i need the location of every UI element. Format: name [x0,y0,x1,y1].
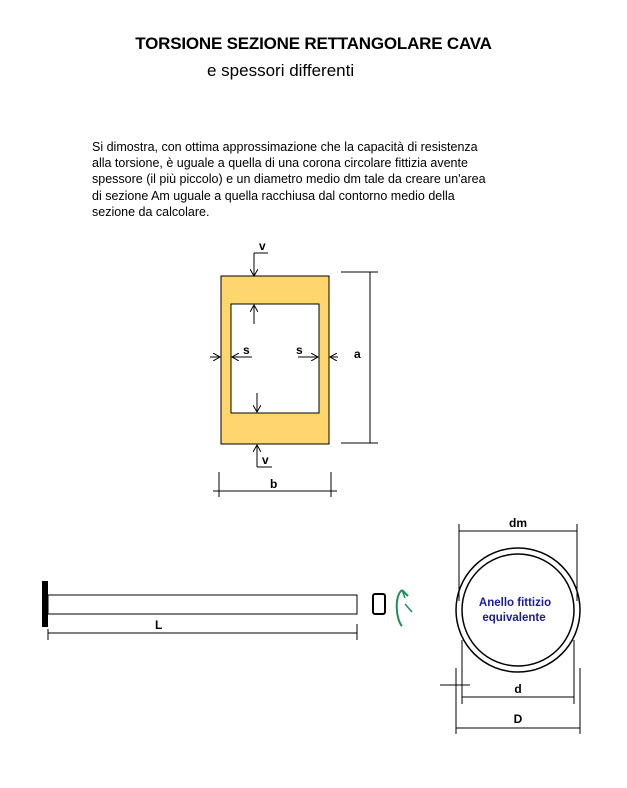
hollow-rectangular-section [221,276,329,444]
ring-inner-circle [462,554,574,666]
d-label: d [514,682,522,696]
page-subtitle: e spessori differenti [207,61,355,80]
description-line: sezione da calcolare. [92,204,210,219]
dm-dimension [459,516,577,601]
description-line: spessore (il più piccolo) e un diametro medio dm tale da creare un'area [92,172,486,187]
b-dimension [213,472,337,497]
D-label: D [513,712,523,726]
beam-body [48,595,357,614]
section-end-icon [373,594,385,614]
cantilever-beam [42,581,385,640]
fixed-support [42,581,48,627]
section-inner-void [231,304,319,413]
s-right-label: s [296,343,303,357]
s-left-label: s [243,343,250,357]
length-label: L [155,618,163,632]
dm-label: dm [509,516,527,530]
D-dimension [456,668,580,734]
ring-caption-line2: equivalente [482,612,546,624]
a-label: a [354,347,361,361]
page-title: TORSIONE SEZIONE RETTANGOLARE CAVA [135,34,492,53]
description-line: Si dimostra, con ottima approssimazione che la capacità di resistenza [92,140,478,154]
b-label: b [270,477,278,491]
a-dimension [341,272,378,443]
v-top-label: v [259,239,266,253]
torque-rotation-arrow [397,590,412,626]
v-bottom-label: v [262,453,269,467]
description-line: di sezione Am uguale a quella racchiusa dal contorno medio della [92,188,455,203]
d-dimension [440,640,574,704]
ring-caption-line1: Anello fittizio [478,597,552,609]
ring-outer-circle [456,548,580,672]
description-line: alla torsione, è uguale a quella di una corona circolare fittizia avente [92,156,468,171]
equivalent-ring [456,548,580,672]
